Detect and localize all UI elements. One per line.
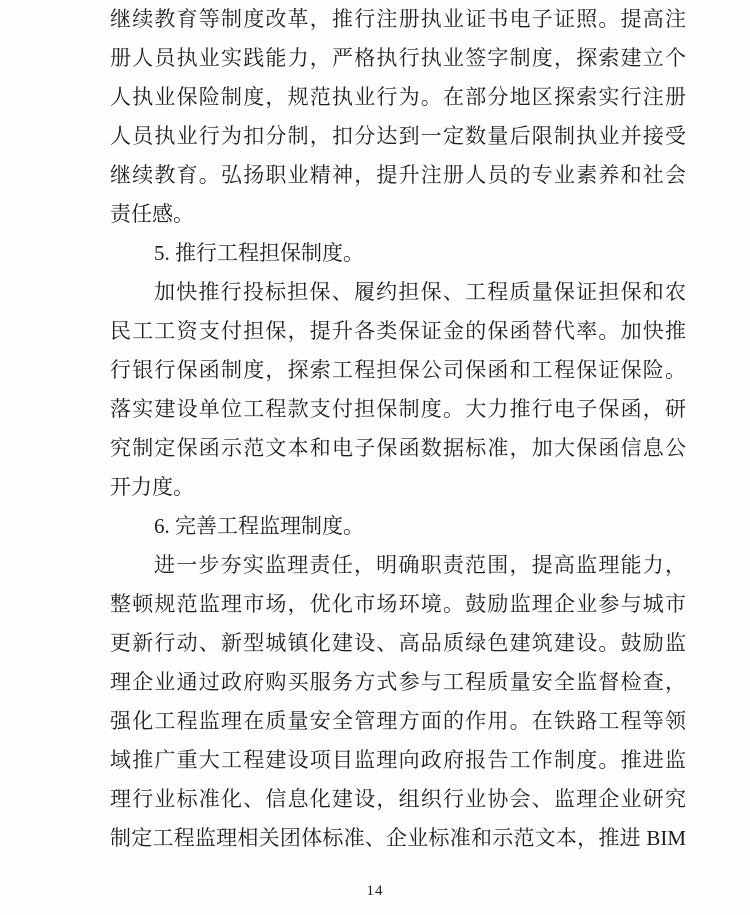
text-line: 制定工程监理相关团体标准、企业标准和示范文本，推进 BIM [110,826,686,850]
section-heading: 6. 完善工程监理制度。 [154,514,364,538]
text-line: 继续教育等制度改革，推行注册执业证书电子证照。提高注 [110,7,686,31]
text-line: 整顿规范监理市场，优化市场环境。鼓励监理企业参与城市 [110,592,686,616]
text-line: 加快推行投标担保、履约担保、工程质量保证担保和农 [154,280,686,304]
page-number: 14 [366,883,384,899]
text-line: 理行业标准化、信息化建设，组织行业协会、监理企业研究 [110,787,686,811]
text-line: 册人员执业实践能力，严格执行执业签字制度，探索建立个 [110,46,686,70]
text-line: 人执业保险制度，规范执业行为。在部分地区探索实行注册 [110,85,686,109]
text-line: 开力度。 [110,475,194,499]
text-line: 行银行保函制度，探索工程担保公司保函和工程保证保险。 [110,358,686,382]
text-line: 究制定保函示范文本和电子保函数据标准，加大保函信息公 [110,436,686,460]
text-line: 落实建设单位工程款支付担保制度。大力推行电子保函，研 [110,397,686,421]
text-line: 理企业通过政府购买服务方式参与工程质量安全监督检查， [110,670,686,694]
text-line: 继续教育。弘扬职业精神，提升注册人员的专业素养和社会 [110,163,686,187]
text-line: 人员执业行为扣分制，扣分达到一定数量后限制执业并接受 [110,124,686,148]
text-line: 强化工程监理在质量安全管理方面的作用。在铁路工程等领 [110,709,686,733]
text-line: 域推广重大工程建设项目监理向政府报告工作制度。推进监 [110,748,686,772]
text-line: 民工工资支付担保，提升各类保证金的保函替代率。加快推 [110,319,686,343]
document-text-block [110,0,686,858]
page-footer [0,882,750,900]
section-heading: 5. 推行工程担保制度。 [154,241,364,265]
text-line: 进一步夯实监理责任，明确职责范围，提高监理能力， [154,553,686,577]
text-line: 责任感。 [110,202,194,226]
text-line: 更新行动、新型城镇化建设、高品质绿色建筑建设。鼓励监 [110,631,686,655]
